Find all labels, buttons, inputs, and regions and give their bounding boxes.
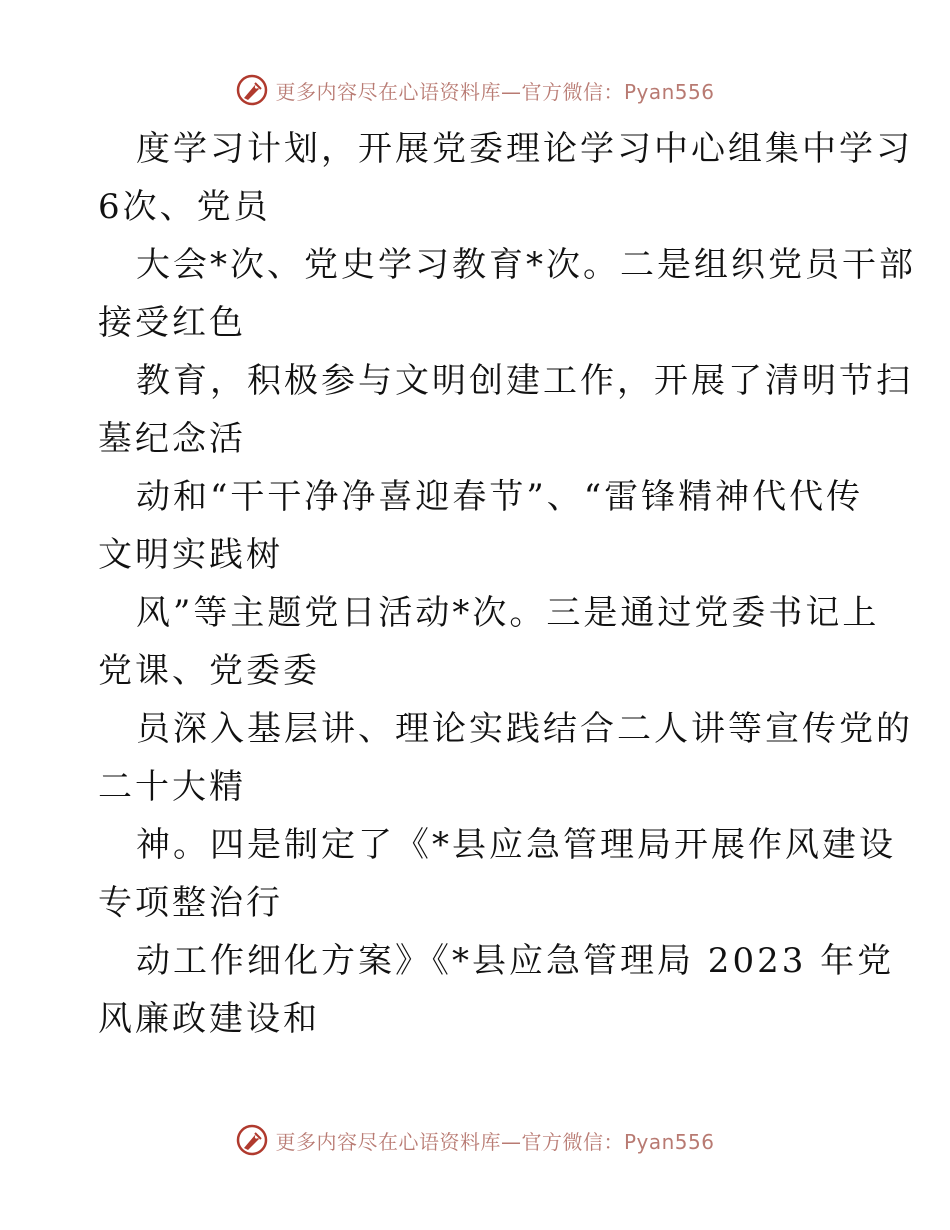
text-line: 6次、党员 — [98, 187, 271, 227]
text-line: 二十大精 — [98, 767, 246, 807]
text-line: 员深入基层讲、理论实践结合二人讲等宣传党的 — [136, 709, 913, 749]
text-line: 大会*次、党史学习教育*次。二是组织党员干部 — [136, 245, 916, 285]
text-line: 动和“干干净净喜迎春节”、“雷锋精神代代传 — [136, 477, 864, 517]
text-line: 风廉政建设和 — [98, 999, 320, 1039]
watermark-text: 更多内容尽在心语资料库—官方微信：Pyan556 — [275, 1129, 715, 1154]
text-line: 神。四是制定了《*县应急管理局开展作风建设 — [136, 825, 896, 865]
text-line: 风”等主题党日活动*次。三是通过党委书记上 — [136, 593, 880, 633]
text-line: 教育，积极参与文明创建工作，开展了清明节扫 — [136, 361, 913, 401]
text-line: 墓纪念活 — [98, 419, 246, 459]
footer-watermark — [0, 1120, 950, 1160]
text-line: 专项整治行 — [98, 883, 283, 923]
pen-nib-logo-icon — [235, 73, 269, 107]
text-line: 接受红色 — [98, 303, 246, 343]
document-body — [98, 120, 916, 1048]
header-watermark — [0, 70, 950, 110]
text-line: 动工作细化方案》《*县应急管理局 2023 年党 — [136, 941, 895, 981]
watermark-text: 更多内容尽在心语资料库—官方微信：Pyan556 — [275, 79, 715, 104]
text-line: 党课、党委委 — [98, 651, 320, 691]
text-line: 度学习计划，开展党委理论学习中心组集中学习 — [136, 129, 913, 169]
pen-nib-logo-icon — [235, 1123, 269, 1157]
text-line: 文明实践树 — [98, 535, 283, 575]
